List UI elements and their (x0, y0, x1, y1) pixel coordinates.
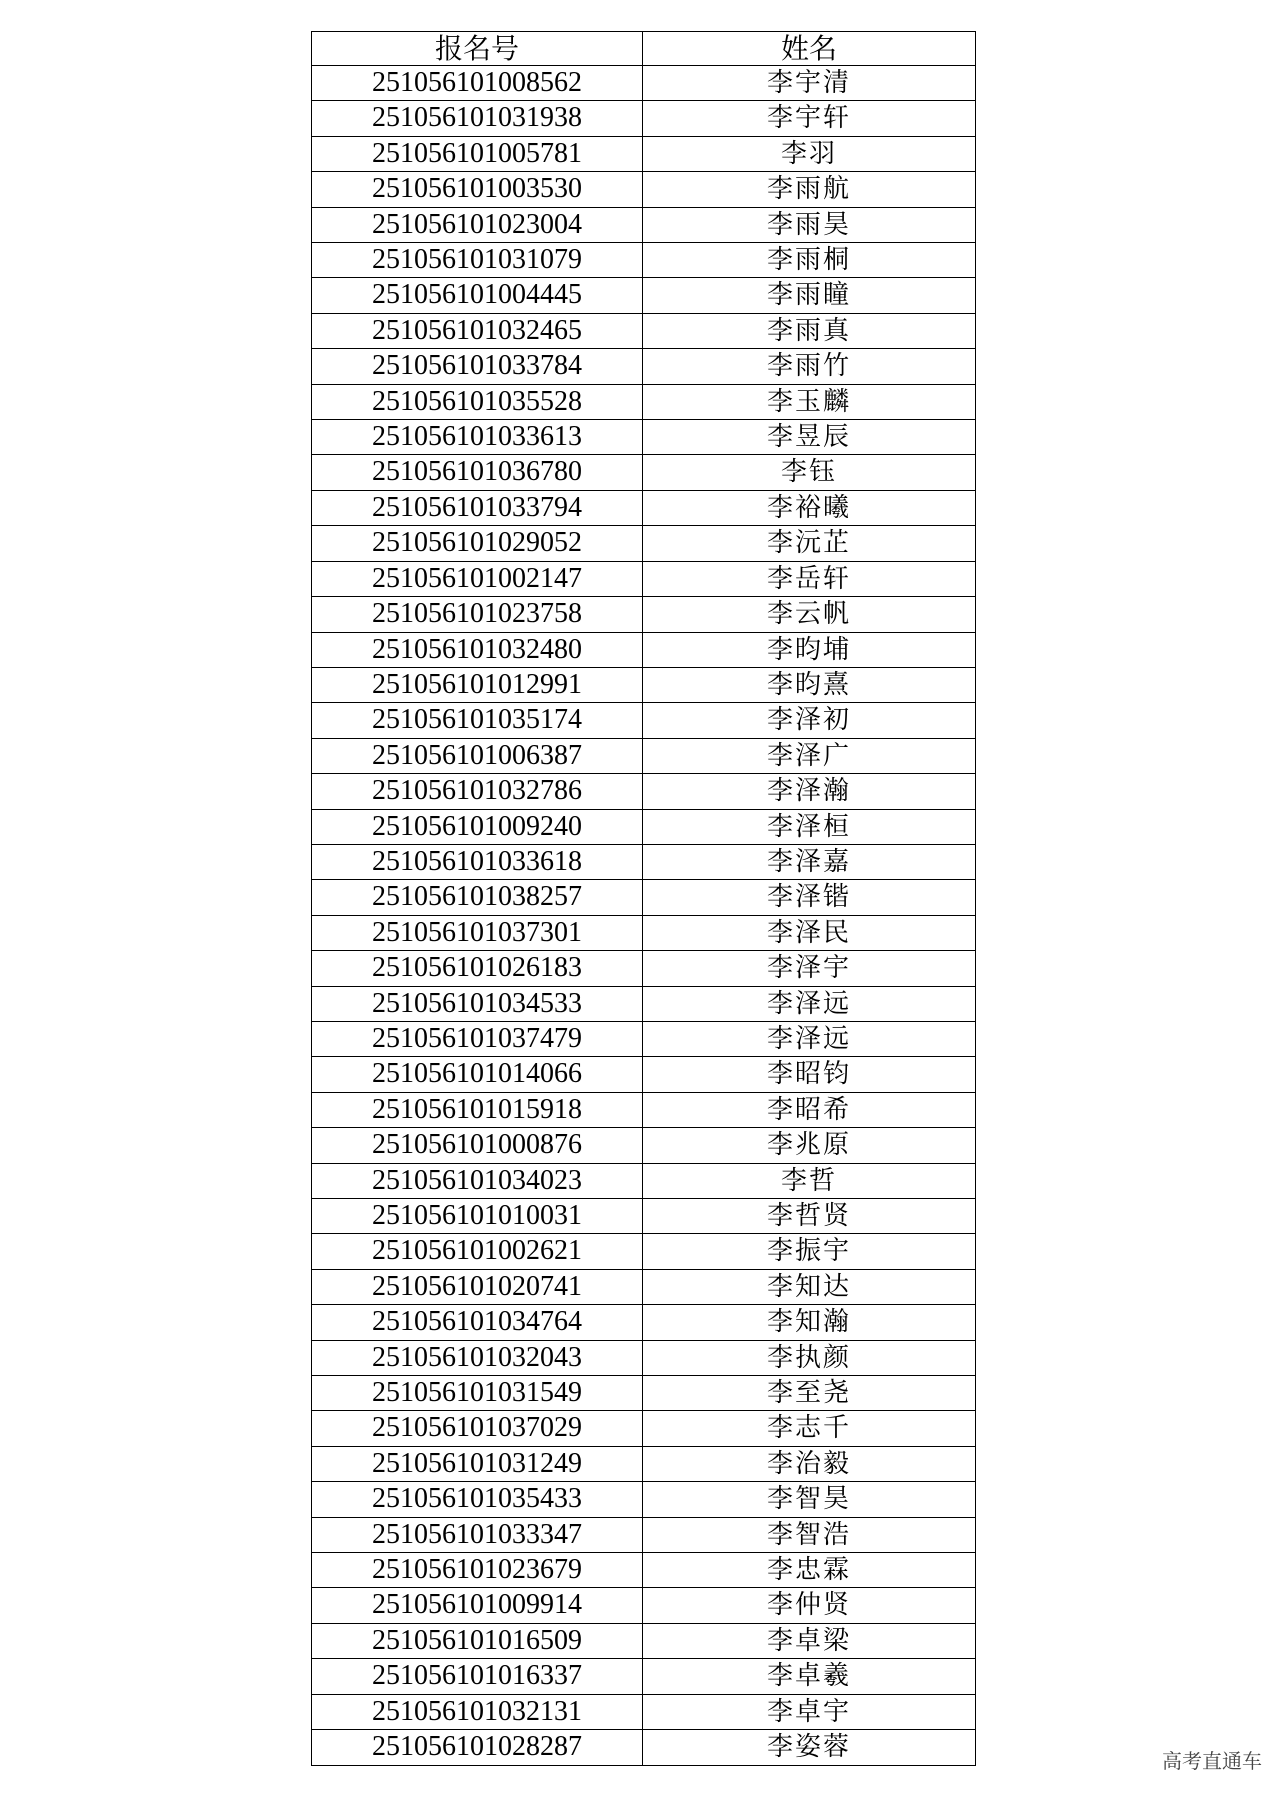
student-name-cell: 李昭希 (643, 1092, 976, 1127)
reg-number-cell: 251056101029052 (312, 526, 643, 561)
table-row (312, 1269, 976, 1304)
reg-number-cell: 251056101009240 (312, 809, 643, 844)
table-row (312, 1446, 976, 1481)
student-name-cell: 李泽民 (643, 915, 976, 950)
reg-number-cell: 251056101031079 (312, 243, 643, 278)
reg-number-cell: 251056101020741 (312, 1269, 643, 1304)
table-row (312, 172, 976, 207)
header-name: 姓名 (643, 32, 976, 66)
table-row (312, 455, 976, 490)
student-name-cell: 李知瀚 (643, 1305, 976, 1340)
watermark-text: 高考直通车 (1162, 1749, 1262, 1773)
reg-number-cell: 251056101004445 (312, 278, 643, 313)
table-row (312, 1199, 976, 1234)
table-row (312, 207, 976, 242)
table-row (312, 243, 976, 278)
reg-number-cell: 251056101012991 (312, 667, 643, 702)
reg-number-cell: 251056101033618 (312, 844, 643, 879)
reg-number-cell: 251056101008562 (312, 66, 643, 101)
reg-number-cell: 251056101033794 (312, 490, 643, 525)
reg-number-cell: 251056101032043 (312, 1340, 643, 1375)
reg-number-cell: 251056101031249 (312, 1446, 643, 1481)
student-name-cell: 李泽宇 (643, 951, 976, 986)
table-row (312, 1730, 976, 1765)
table-row (312, 1092, 976, 1127)
student-name-cell: 李至尧 (643, 1376, 976, 1411)
table-row (312, 1588, 976, 1623)
reg-number-cell: 251056101014066 (312, 1057, 643, 1092)
reg-number-cell: 251056101031938 (312, 101, 643, 136)
table-row (312, 101, 976, 136)
table-row (312, 703, 976, 738)
reg-number-cell: 251056101015918 (312, 1092, 643, 1127)
student-name-cell: 李仲贤 (643, 1588, 976, 1623)
reg-number-cell: 251056101023679 (312, 1553, 643, 1588)
table-row (312, 66, 976, 101)
student-name-cell: 李羽 (643, 136, 976, 171)
reg-number-cell: 251056101023758 (312, 597, 643, 632)
reg-number-cell: 251056101031549 (312, 1376, 643, 1411)
reg-number-cell: 251056101036780 (312, 455, 643, 490)
table-row (312, 349, 976, 384)
student-name-cell: 李昀埔 (643, 632, 976, 667)
student-name-cell: 李泽瀚 (643, 774, 976, 809)
table-row (312, 1659, 976, 1694)
table-row (312, 1340, 976, 1375)
student-name-cell: 李卓宇 (643, 1694, 976, 1729)
student-name-cell: 李执颜 (643, 1340, 976, 1375)
student-name-cell: 李志千 (643, 1411, 976, 1446)
student-name-cell: 李泽远 (643, 1021, 976, 1056)
table-row (312, 278, 976, 313)
reg-number-cell: 251056101006387 (312, 738, 643, 773)
student-name-cell: 李钰 (643, 455, 976, 490)
table-row (312, 844, 976, 879)
reg-number-cell: 251056101034023 (312, 1163, 643, 1198)
student-name-cell: 李卓羲 (643, 1659, 976, 1694)
table-row (312, 1305, 976, 1340)
reg-number-cell: 251056101033347 (312, 1517, 643, 1552)
table-row (312, 1411, 976, 1446)
reg-number-cell: 251056101032480 (312, 632, 643, 667)
student-name-cell: 李雨桐 (643, 243, 976, 278)
student-name-cell: 李雨真 (643, 313, 976, 348)
reg-number-cell: 251056101009914 (312, 1588, 643, 1623)
student-name-cell: 李智昊 (643, 1482, 976, 1517)
student-name-cell: 李雨航 (643, 172, 976, 207)
table-row (312, 136, 976, 171)
student-name-cell: 李卓梁 (643, 1623, 976, 1658)
student-name-cell: 李雨昊 (643, 207, 976, 242)
reg-number-cell: 251056101037029 (312, 1411, 643, 1446)
student-name-cell: 李沅芷 (643, 526, 976, 561)
table-row (312, 1057, 976, 1092)
table-row (312, 490, 976, 525)
reg-number-cell: 251056101005781 (312, 136, 643, 171)
table-row (312, 880, 976, 915)
reg-number-cell: 251056101034533 (312, 986, 643, 1021)
student-name-cell: 李智浩 (643, 1517, 976, 1552)
reg-number-cell: 251056101037479 (312, 1021, 643, 1056)
student-name-cell: 李宇轩 (643, 101, 976, 136)
student-name-cell: 李哲 (643, 1163, 976, 1198)
header-row (312, 32, 976, 66)
student-name-cell: 李振宇 (643, 1234, 976, 1269)
reg-number-cell: 251056101032465 (312, 313, 643, 348)
student-name-cell: 李昀熹 (643, 667, 976, 702)
reg-number-cell: 251056101032786 (312, 774, 643, 809)
student-name-cell: 李姿蓉 (643, 1730, 976, 1765)
reg-number-cell: 251056101038257 (312, 880, 643, 915)
student-name-cell: 李雨瞳 (643, 278, 976, 313)
student-name-cell: 李兆原 (643, 1128, 976, 1163)
reg-number-cell: 251056101000876 (312, 1128, 643, 1163)
table-row (312, 1623, 976, 1658)
table-row (312, 1021, 976, 1056)
reg-number-cell: 251056101003530 (312, 172, 643, 207)
table-row (312, 809, 976, 844)
reg-number-cell: 251056101032131 (312, 1694, 643, 1729)
table-row (312, 597, 976, 632)
table-row (312, 1376, 976, 1411)
reg-number-cell: 251056101026183 (312, 951, 643, 986)
table-row (312, 526, 976, 561)
roster-table (311, 31, 976, 1766)
student-name-cell: 李昱辰 (643, 420, 976, 455)
student-name-cell: 李裕曦 (643, 490, 976, 525)
reg-number-cell: 251056101016337 (312, 1659, 643, 1694)
table-row (312, 774, 976, 809)
student-name-cell: 李忠霖 (643, 1553, 976, 1588)
table-row (312, 384, 976, 419)
student-name-cell: 李泽远 (643, 986, 976, 1021)
student-name-cell: 李泽桓 (643, 809, 976, 844)
student-name-cell: 李玉麟 (643, 384, 976, 419)
reg-number-cell: 251056101023004 (312, 207, 643, 242)
header-reg-no: 报名号 (312, 32, 643, 66)
reg-number-cell: 251056101035174 (312, 703, 643, 738)
table-row (312, 561, 976, 596)
student-name-cell: 李知达 (643, 1269, 976, 1304)
student-name-cell: 李雨竹 (643, 349, 976, 384)
reg-number-cell: 251056101033613 (312, 420, 643, 455)
student-name-cell: 李泽嘉 (643, 844, 976, 879)
table-row (312, 915, 976, 950)
reg-number-cell: 251056101002621 (312, 1234, 643, 1269)
table-row (312, 632, 976, 667)
student-name-cell: 李治毅 (643, 1446, 976, 1481)
reg-number-cell: 251056101002147 (312, 561, 643, 596)
student-name-cell: 李宇清 (643, 66, 976, 101)
table-row (312, 667, 976, 702)
student-name-cell: 李泽广 (643, 738, 976, 773)
table-row (312, 1234, 976, 1269)
reg-number-cell: 251056101028287 (312, 1730, 643, 1765)
reg-number-cell: 251056101034764 (312, 1305, 643, 1340)
table-row (312, 1482, 976, 1517)
reg-number-cell: 251056101033784 (312, 349, 643, 384)
student-name-cell: 李云帆 (643, 597, 976, 632)
reg-number-cell: 251056101037301 (312, 915, 643, 950)
student-name-cell: 李昭钧 (643, 1057, 976, 1092)
table-row (312, 1553, 976, 1588)
table-row (312, 1163, 976, 1198)
table-header (312, 32, 976, 66)
student-name-cell: 李泽锴 (643, 880, 976, 915)
student-name-cell: 李泽初 (643, 703, 976, 738)
table-row (312, 313, 976, 348)
table-row (312, 1694, 976, 1729)
table-row (312, 986, 976, 1021)
table-row (312, 420, 976, 455)
table-row (312, 951, 976, 986)
reg-number-cell: 251056101035528 (312, 384, 643, 419)
student-name-cell: 李岳轩 (643, 561, 976, 596)
table-row (312, 1517, 976, 1552)
table-row (312, 738, 976, 773)
reg-number-cell: 251056101035433 (312, 1482, 643, 1517)
table-body (312, 66, 976, 1766)
reg-number-cell: 251056101010031 (312, 1199, 643, 1234)
student-name-cell: 李哲贤 (643, 1199, 976, 1234)
reg-number-cell: 251056101016509 (312, 1623, 643, 1658)
table-row (312, 1128, 976, 1163)
